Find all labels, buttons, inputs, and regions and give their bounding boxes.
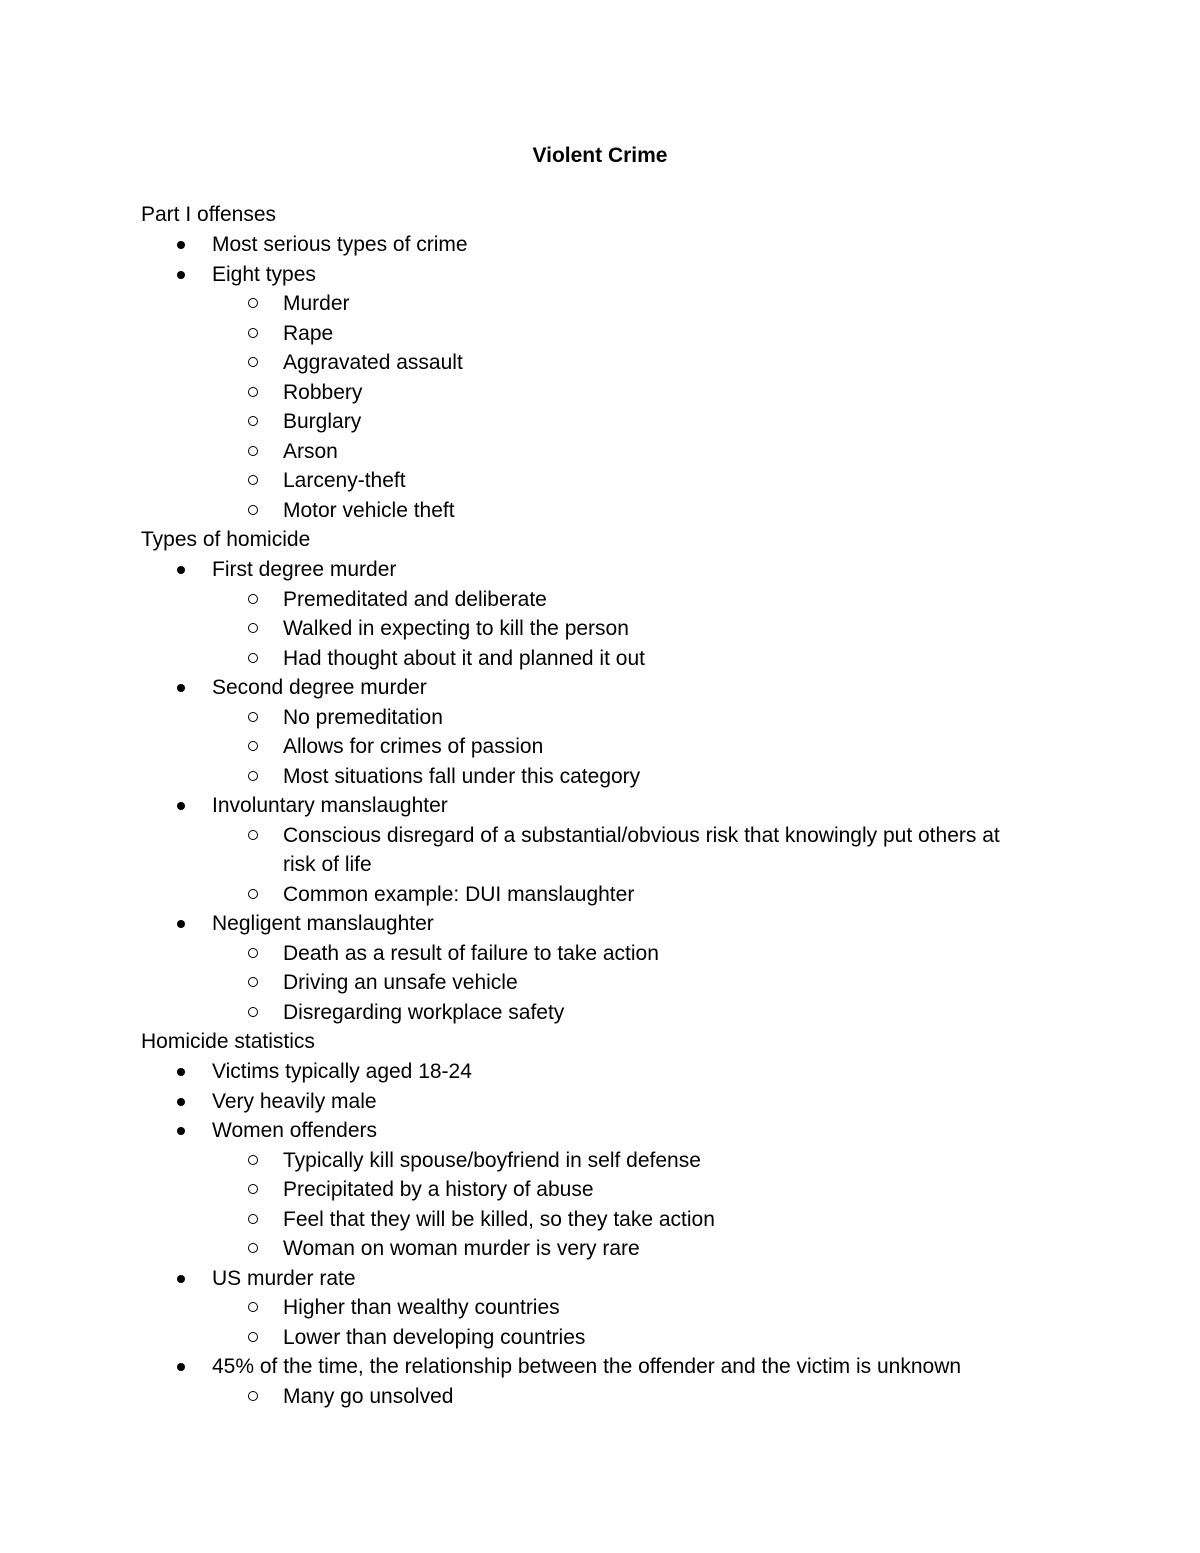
section — [0, 525, 1200, 1027]
bullet-dot-icon — [177, 1098, 185, 1106]
document-body — [0, 200, 1200, 1411]
section-heading: Types of homicide — [141, 528, 311, 551]
bullet-circle-icon — [248, 1332, 258, 1342]
list-item — [0, 909, 1200, 939]
sub-list-item-text: No premeditation — [283, 705, 443, 729]
bullet-circle-icon — [248, 948, 258, 958]
sub-list-item-text: Aggravated assault — [283, 351, 463, 374]
sub-list-item — [0, 437, 1200, 467]
list-item-text: Most serious types of crime — [212, 233, 468, 256]
sub-list-item-text: Burglary — [283, 410, 362, 433]
sub-list-item — [0, 880, 1200, 910]
section-heading: Part I offenses — [141, 203, 277, 226]
list-item-text: Involuntary manslaughter — [212, 794, 448, 817]
sub-list-item — [0, 585, 1200, 615]
sub-bullet-list — [0, 1382, 1200, 1412]
sub-list-item — [0, 1382, 1200, 1412]
sub-list-item — [0, 1323, 1200, 1353]
sub-list-item — [0, 821, 1200, 880]
bullet-circle-icon — [248, 298, 258, 308]
bullet-circle-icon — [248, 830, 258, 840]
bullet-circle-icon — [248, 741, 258, 751]
sub-list-item-text: Disregarding workplace safety — [283, 1000, 565, 1024]
sub-list-item-text: Higher than wealthy countries — [283, 1296, 560, 1319]
sub-list-item-text: Larceny-theft — [283, 469, 406, 492]
sub-list-item-text: Premeditated and deliberate — [283, 587, 547, 611]
bullet-circle-icon — [248, 328, 258, 338]
sub-list-item — [0, 466, 1200, 496]
sub-list-item — [0, 1146, 1200, 1176]
sub-list-item — [0, 1293, 1200, 1323]
bullet-list — [0, 230, 1200, 525]
bullet-circle-icon — [248, 1007, 258, 1017]
list-item-text: Women offenders — [212, 1119, 377, 1142]
sub-list-item-text: Driving an unsafe vehicle — [283, 971, 518, 994]
bullet-circle-icon — [248, 357, 258, 367]
list-item — [0, 260, 1200, 290]
bullet-circle-icon — [248, 446, 258, 456]
sub-list-item — [0, 1205, 1200, 1235]
list-item — [0, 1264, 1200, 1294]
sub-list-item-text: Precipitated by a history of abuse — [283, 1178, 594, 1201]
bullet-dot-icon — [177, 1275, 185, 1283]
sub-list-item — [0, 968, 1200, 998]
sub-list-item-text: Typically kill spouse/boyfriend in self defense — [283, 1148, 701, 1172]
bullet-circle-icon — [248, 977, 258, 987]
bullet-circle-icon — [248, 623, 258, 633]
sub-list-item — [0, 496, 1200, 526]
sub-list-item-text: Common example: DUI manslaughter — [283, 882, 635, 906]
sub-list-item-text: Had thought about it and planned it out — [283, 646, 645, 670]
sub-list-item — [0, 998, 1200, 1028]
bullet-circle-icon — [248, 1391, 258, 1401]
bullet-circle-icon — [248, 712, 258, 722]
sub-list-item — [0, 644, 1200, 674]
list-item-text: US murder rate — [212, 1266, 356, 1290]
sub-list-item — [0, 703, 1200, 733]
list-item — [0, 1057, 1200, 1087]
bullet-circle-icon — [248, 1184, 258, 1194]
bullet-circle-icon — [248, 505, 258, 515]
sub-list-item — [0, 1175, 1200, 1205]
sub-list-item — [0, 614, 1200, 644]
sub-list-item-text: Woman on woman murder is very rare — [283, 1237, 640, 1260]
list-item — [0, 555, 1200, 585]
sub-list-item-text: Walked in expecting to kill the person — [283, 617, 629, 640]
sub-list-item-text: Arson — [283, 439, 338, 463]
sub-list-item — [0, 1234, 1200, 1264]
list-item-text: Second degree murder — [212, 676, 427, 699]
bullet-dot-icon — [177, 241, 185, 249]
sub-list-item-text: Rape — [283, 321, 334, 345]
bullet-dot-icon — [177, 920, 185, 928]
sub-list-item-text: Conscious disregard of a substantial/obvious risk that knowingly put others at risk of life — [283, 823, 1000, 876]
bullet-dot-icon — [177, 1127, 185, 1135]
sub-list-item — [0, 289, 1200, 319]
list-item — [0, 1116, 1200, 1146]
bullet-circle-icon — [248, 889, 258, 899]
bullet-circle-icon — [248, 1155, 258, 1165]
bullet-circle-icon — [248, 387, 258, 397]
sub-bullet-list — [0, 1146, 1200, 1264]
sub-bullet-list — [0, 289, 1200, 525]
list-item-text: Victims typically aged 18-24 — [212, 1060, 472, 1083]
sub-list-item — [0, 732, 1200, 762]
bullet-circle-icon — [248, 416, 258, 426]
bullet-circle-icon — [248, 475, 258, 485]
section — [0, 1027, 1200, 1411]
bullet-circle-icon — [248, 1302, 258, 1312]
list-item — [0, 230, 1200, 260]
bullet-list — [0, 555, 1200, 1027]
bullet-dot-icon — [177, 684, 185, 692]
sub-list-item-text: Allows for crimes of passion — [283, 735, 544, 758]
sub-bullet-list — [0, 585, 1200, 674]
sub-list-item-text: Robbery — [283, 380, 363, 404]
sub-list-item — [0, 939, 1200, 969]
bullet-circle-icon — [248, 771, 258, 781]
bullet-list — [0, 1057, 1200, 1411]
list-item-text: Eight types — [212, 262, 316, 286]
bullet-dot-icon — [177, 802, 185, 810]
bullet-circle-icon — [248, 653, 258, 663]
sub-list-item-text: Feel that they will be killed, so they take action — [283, 1207, 715, 1231]
bullet-dot-icon — [177, 566, 185, 574]
list-item-text: Very heavily male — [212, 1089, 377, 1113]
bullet-circle-icon — [248, 594, 258, 604]
sub-list-item-text: Most situations fall under this category — [283, 764, 641, 788]
section — [0, 200, 1200, 525]
bullet-dot-icon — [177, 1363, 185, 1371]
sub-list-item-text: Lower than developing countries — [283, 1325, 586, 1349]
sub-list-item — [0, 762, 1200, 792]
bullet-circle-icon — [248, 1214, 258, 1224]
bullet-circle-icon — [248, 1243, 258, 1253]
sub-list-item-text: Many go unsolved — [283, 1384, 454, 1408]
list-item-text: Negligent manslaughter — [212, 912, 434, 935]
bullet-dot-icon — [177, 1068, 185, 1076]
sub-bullet-list — [0, 703, 1200, 792]
list-item-text: 45% of the time, the relationship between the offender and the victim is unknown — [212, 1355, 962, 1378]
document-title: Violent Crime — [532, 144, 668, 167]
sub-list-item-text: Motor vehicle theft — [283, 498, 455, 522]
sub-list-item — [0, 407, 1200, 437]
list-item — [0, 791, 1200, 821]
sub-list-item-text: Murder — [283, 292, 350, 315]
list-item — [0, 1087, 1200, 1117]
sub-bullet-list — [0, 1293, 1200, 1352]
sub-bullet-list — [0, 821, 1200, 910]
sub-bullet-list — [0, 939, 1200, 1028]
section-heading: Homicide statistics — [141, 1030, 315, 1053]
sub-list-item — [0, 319, 1200, 349]
bullet-dot-icon — [177, 271, 185, 279]
list-item-text: First degree murder — [212, 558, 397, 581]
list-item — [0, 1352, 1200, 1382]
sub-list-item-text: Death as a result of failure to take action — [283, 941, 659, 965]
sub-list-item — [0, 378, 1200, 408]
sub-list-item — [0, 348, 1200, 378]
list-item — [0, 673, 1200, 703]
